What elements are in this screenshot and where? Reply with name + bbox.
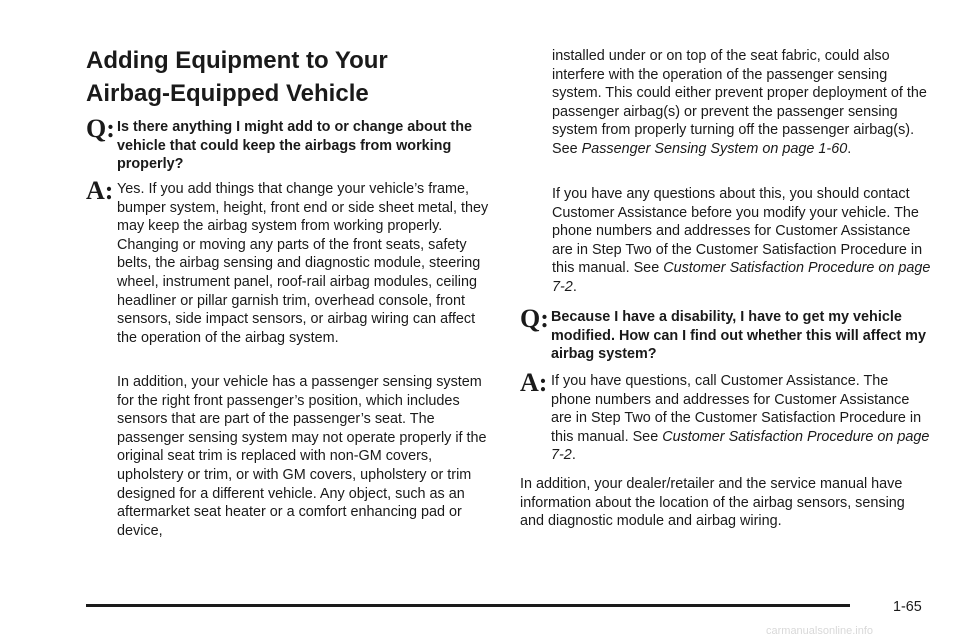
customer-assistance-paragraph: If you have any questions about this, you should contact Customer Assistance before you modify your vehicle. The phone numbers and addresses for Customer Assistance are in Step Two of the Customer Satisfaction Procedure in this manual. See Customer Satisfaction Procedure on page 7-2. xyxy=(552,186,931,295)
question-1-text: Is there anything I might add to or change about the vehicle that could keep the airbags from working properly? xyxy=(117,119,472,173)
question-2-text: Because I have a disability, I have to get my vehicle modified. How can I find out whether this will affect my airbag system? xyxy=(551,309,926,363)
passenger-sensing-paragraph: In addition, your vehicle has a passenger sensing system for the right front passenger’s position, which includes sensors that are part of the passenger’s seat. The passenger sensing system may not operate properly if the original seat trim is replaced with non-GM covers, upholstery or trim, or with GM covers, upholstery or trim designed for a different vehicle. Any object, such as an aftermarket seat heater or a comfort enhancing pad or device, xyxy=(117,374,487,539)
question-2 xyxy=(520,304,932,364)
answer-2 xyxy=(520,368,932,465)
seat-fabric-paragraph: installed under or on top of the seat fabric, could also interfere with the operation of the passenger sensing system. This could either prevent proper deployment of the passenger airbag(s) or prevent the passenger sensing system from properly turning off the passenger airbag(s). See Passenger Sensing System on page 1-60. xyxy=(552,48,927,157)
question-1 xyxy=(86,114,490,174)
customer-satisfaction-reference-2[interactable]: Customer Satisfaction Procedure on page 7-2 xyxy=(551,428,930,464)
customer-assistance-text: If you have any questions about this, you should contact Customer Assistance before you modify your vehicle. The phone numbers and addresses for Customer Assistance are in Step Two of the Customer Satisfaction Procedure in this manual. See xyxy=(552,186,923,277)
customer-satisfaction-reference-1[interactable]: Customer Satisfaction Procedure on page 7-2 xyxy=(552,260,931,295)
passenger-sensing-reference[interactable]: Passenger Sensing System on page 1-60 xyxy=(581,140,848,157)
dealer-info-paragraph: In addition, your dealer/retailer and the service manual have information about the location of the airbag sensors, sensing and diagnostic module and airbag wiring. xyxy=(520,476,905,530)
page-title xyxy=(86,44,388,110)
answer-1-text: Yes. If you add things that change your vehicle’s frame, bumper system, height, front end or side sheet metal, they may keep the airbag system from working properly. Changing or moving any parts of the front seats, safety belts, the airbag sensing and diagnostic module, steering wheel, instrument panel, roof-rail airbag modules, ceiling headliner or pillar garnish trim, overhead console, front sensors, side impact sensors, or airbag wiring can affect the operation of the airbag system. xyxy=(117,181,489,346)
answer-2-text: If you have questions, call Customer Assistance. The phone numbers and addresses for Customer Assistance are in Step Two of the Customer Satisfaction Procedure in this manual. See Customer Satisfaction Procedure on page 7-2. xyxy=(551,373,930,464)
watermark: carmanualsonline.info xyxy=(766,625,874,637)
answer-marker: A: xyxy=(86,176,114,205)
title-line-2: Airbag-Equipped Vehicle xyxy=(86,80,369,107)
question-marker: Q: xyxy=(86,114,115,143)
title-line-1: Adding Equipment to Your xyxy=(86,47,388,74)
answer-marker: A: xyxy=(520,368,548,397)
footer-rule xyxy=(86,604,850,607)
page-number: 1-65 xyxy=(893,599,922,615)
seat-fabric-text: installed under or on top of the seat fabric, could also interfere with the operation of the passenger sensing system. This could either prevent proper deployment of the passenger airbag(s) or prevent the passenger sensing system from properly turning off the passenger airbag(s). See xyxy=(552,48,927,157)
answer-1 xyxy=(86,176,490,347)
question-marker: Q: xyxy=(520,304,549,333)
